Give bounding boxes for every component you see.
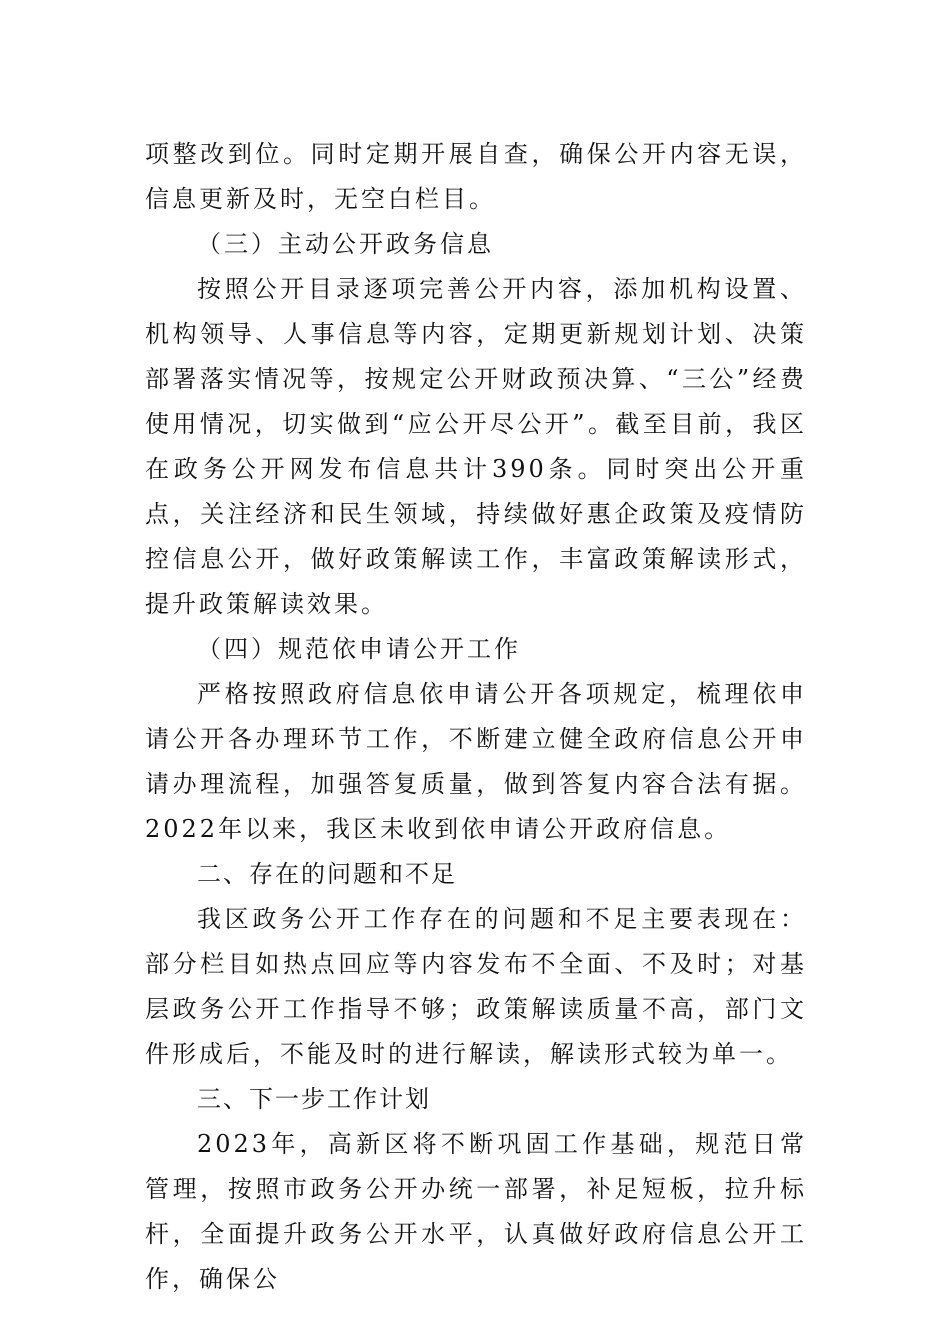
- paragraph-continuation: 项整改到位。同时定期开展自查，确保公开内容无误，信息更新及时，无空白栏目。: [145, 140, 807, 213]
- paragraph-proactive-disclosure: 按照公开目录逐项完善公开内容，添加机构设置、机构领导、人事信息等内容，定期更新规划计划、决策部署落实情况等，按规定公开财政预决算、“三公”经费使用情况，切实做到“应公开尽公开”。截至目前，我区在政务公开网发布信息共计390条。同时突出公开重点，关注经济和民生领域，持续做好惠企政策及疫情防控信息公开，做好政策解读工作，丰富政策解读形式，提升政策解读效果。: [145, 275, 807, 618]
- paragraph-application-disclosure: 严格按照政府信息依申请公开各项规定，梳理依申请公开各办理环节工作，不断建立健全政府信息公开申请办理流程，加强答复质量，做到答复内容合法有据。2022年以来，我区未收到依申请公开政府信息。: [145, 680, 807, 843]
- subheading-proactive-disclosure: （三）主动公开政务信息: [197, 230, 494, 258]
- subheading-application-disclosure: （四）规范依申请公开工作: [197, 635, 521, 663]
- heading-problems: 二、存在的问题和不足: [197, 860, 457, 888]
- document-body: [145, 132, 807, 1302]
- paragraph-next-steps: 2023年，高新区将不断巩固工作基础，规范日常管理，按照市政务公开办统一部署，补足短板，拉升标杆，全面提升政务公开水平，认真做好政府信息公开工作，确保公: [145, 1130, 807, 1293]
- heading-next-steps: 三、下一步工作计划: [197, 1085, 431, 1113]
- paragraph-problems: 我区政务公开工作存在的问题和不足主要表现在：部分栏目如热点回应等内容发布不全面、不及时；对基层政务公开工作指导不够；政策解读质量不高，部门文件形成后，不能及时的进行解读，解读形式较为单一。: [145, 905, 807, 1068]
